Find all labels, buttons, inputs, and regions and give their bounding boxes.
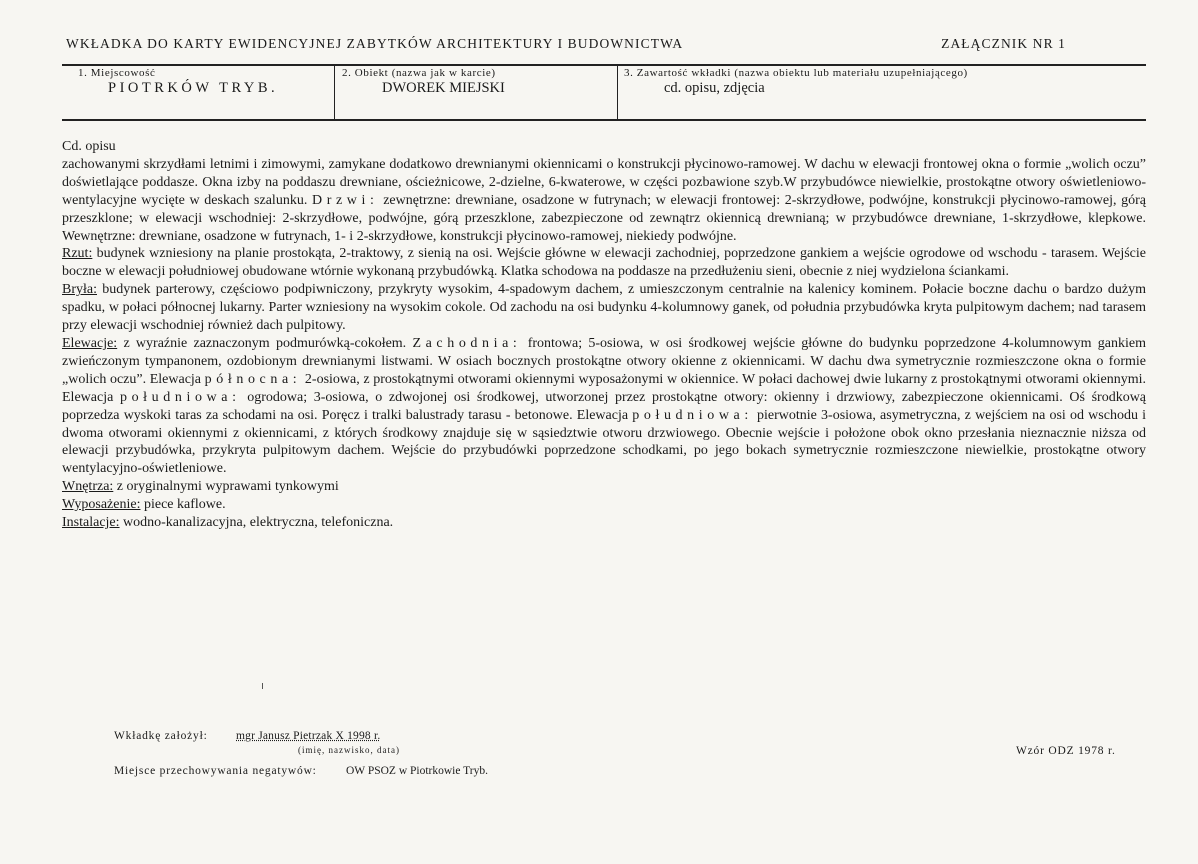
label-north: północna:	[204, 371, 302, 387]
label-massing: Bryła:	[62, 282, 97, 298]
label-south-1: południowa:	[119, 389, 241, 405]
storage-value: OW PSOZ w Piotrkowie Tryb.	[346, 765, 488, 777]
field-divider-2	[617, 65, 618, 119]
label-elevations: Elewacje:	[62, 335, 118, 351]
label-interiors: Wnętrza:	[62, 479, 114, 495]
field-divider-1	[334, 65, 335, 119]
label-south-2: południowa:	[632, 407, 753, 423]
label-doors: Drzwi:	[312, 192, 379, 208]
paragraph-installations	[62, 514, 1146, 532]
header-top-rule	[62, 64, 1146, 66]
text-installations: wodno-kanalizacyjna, elektryczna, telefoniczna.	[123, 515, 394, 531]
text-windows: zachowanymi skrzydłami letnimi i zimowymi, zamykane dodatkowo drewnianymi okiennicami o konstrukcji płycinowo-ramowej. W dachu w elewacji frontowej okna o formie „wolich oczu” doświetlające poddasze. Okna izby na poddaszu drewniane, ościeżnicowe, 2-dzielne, 6-kwaterowe, w części pozbawione szyb.W przybudówce niewielkie, prostokątne otwory oświetleniowo-wentylacyjne wycięte w deskach szalunku.	[62, 156, 1146, 208]
text-doors: zewnętrzne: drewniane, osadzone w futrynach; w elewacji frontowej: 2-skrzydłowe, podwójne, konstrukcji płycinowo-ramowej, górą przeszklone; w elewacji wschodniej: 2-skrzydłowe, podwójne, górą przeszklone, zabezpieczone od zewnątrz okiennicą drewnianą; w przybudówce drewniane, 1-skrzydłowe, klepkowe. Wewnętrzne: drewniane, osadzone w futrynach, 1- i 2-skrzydłowe, konstrukcji płycinowo-ramowej, niekiedy podwójne.	[62, 192, 1147, 244]
label-plan: Rzut:	[62, 246, 93, 262]
text-interiors: z oryginalnymi wyprawami tynkowymi	[116, 479, 339, 495]
paragraph-windows-doors	[62, 156, 1146, 246]
paragraph-massing	[62, 281, 1146, 335]
field-value-contents: cd. opisu, zdjęcia	[664, 80, 765, 96]
scan-mark	[262, 683, 263, 689]
field-value-locality: PIOTRKÓW TRYB.	[108, 80, 279, 96]
form-title: WKŁADKA DO KARTY EWIDENCYJNEJ ZABYTKÓW ARCHITEKTURY I BUDOWNICTWA	[66, 36, 684, 51]
text-massing: budynek parterowy, częściowo podpiwniczony, przykryty wysokim, 4-spadowym dachem, z umieszczonym centralnie na kalenicy kominem. Połacie boczne dachu o bardzo dużym spadku, w połaci północnej lukarny. Parter wzniesiony na wysokim cokole. Od zachodu na osi budynku 4-kolumnowy ganek, od południa przybudówka kryta pulpitowym dachem; nad tarasem przy elewacji wschodniej również dach pulpitowy.	[62, 282, 1147, 334]
paragraph-plan	[62, 245, 1146, 281]
label-installations: Instalacje:	[62, 515, 120, 531]
annex-number: ZAŁĄCZNIK NR 1	[941, 36, 1066, 51]
text-plan: budynek wzniesiony na planie prostokąta, 2-traktowy, z sienią na osi. Wejście główne w elewacji zachodniej, poprzedzone gankiem a wejście ogrodowe od wschodu - tarasem. Wejście boczne w elewacji południowej obudowane wtórnie wykonaną przybudówką. Klatka schodowa na poddasze na przedłużeniu sieni, obecnie z niej wydzielona ściankami.	[62, 246, 1147, 280]
field-label-object: 2. Obiekt (nazwa jak w karcie)	[342, 67, 496, 79]
text-elevations-4: ogrodowa; 3-osiowa, o zdwojonej osi środkowej, utworzonej przez prostokątne otwory: okienny i drzwiowy, zabezpieczone okiennicami. Oś środkową poprzedza wyskoki taras za schodami na osi. Poręcz i tralki balustrady tarasu - betonowe. Elewacja	[62, 389, 1147, 423]
label-equipment: Wyposażenie:	[62, 497, 141, 513]
description-heading: Cd. opisu	[62, 139, 116, 154]
paragraph-interiors	[62, 478, 1146, 496]
field-label-locality: 1. Miejscowość	[78, 67, 156, 79]
header-bottom-rule	[62, 119, 1146, 121]
text-equipment: piece kaflowe.	[143, 497, 226, 513]
form-pattern: Wzór ODZ 1978 r.	[1016, 745, 1116, 757]
storage-label: Miejsce przechowywania negatywów:	[114, 765, 317, 777]
author-label: Wkładkę założył:	[114, 730, 208, 742]
field-value-object: DWOREK MIEJSKI	[382, 80, 505, 96]
label-west: Zachodnia:	[412, 335, 522, 351]
text-elevations-3: 2-osiowa, z prostokątnymi otworami okiennymi wyposażonymi w okiennice. W połaci dachowej dwie lukarny z prostokątnymi otworami okiennymi. Elewacja	[62, 371, 1146, 405]
description-body	[62, 138, 1146, 532]
author-value: mgr Janusz Pietrzak X 1998 r.	[236, 730, 381, 742]
text-elevations-1: z wyraźnie zaznaczonym podmurówką-cokołem.	[123, 335, 407, 351]
author-hint: (imię, nazwisko, data)	[298, 745, 400, 755]
field-label-contents: 3. Zawartość wkładki (nazwa obiektu lub materiału uzupełniającego)	[624, 67, 968, 79]
text-elevations-5: pierwotnie 3-osiowa, asymetryczna, z wejściem na osi od wschodu i dwoma otworami okiennymi z okiennicami, z których środkowy znajduje się w sąsiedztwie otworu drzwiowego. Obecnie wejście i położone obok okno przesłania nieznacznie niższa od elewacji przybudówka, przykryta pulpitowym dachem. Wejście do przybudówki poprzedzone schodkami, po jego bokach symetrycznie rozmieszczone niewielkie, prostokątne otwory wentylacyjno-oświetleniowe.	[62, 407, 1147, 477]
text-elevations-2: frontowa; 5-osiowa, w osi środkowej wejście główne do budynku poprzedzone 4-kolumnowym gankiem zwieńczonym tympanonem, ozdobionym drewnianymi listwami. W osiach bocznych prostokątne otwory okienne z okiennicami. W dachu dwa symetrycznie rozmieszczone okna o formie „wolich oczu”. Elewacja	[62, 335, 1146, 387]
paragraph-equipment	[62, 496, 1146, 514]
paragraph-elevations	[62, 335, 1146, 478]
